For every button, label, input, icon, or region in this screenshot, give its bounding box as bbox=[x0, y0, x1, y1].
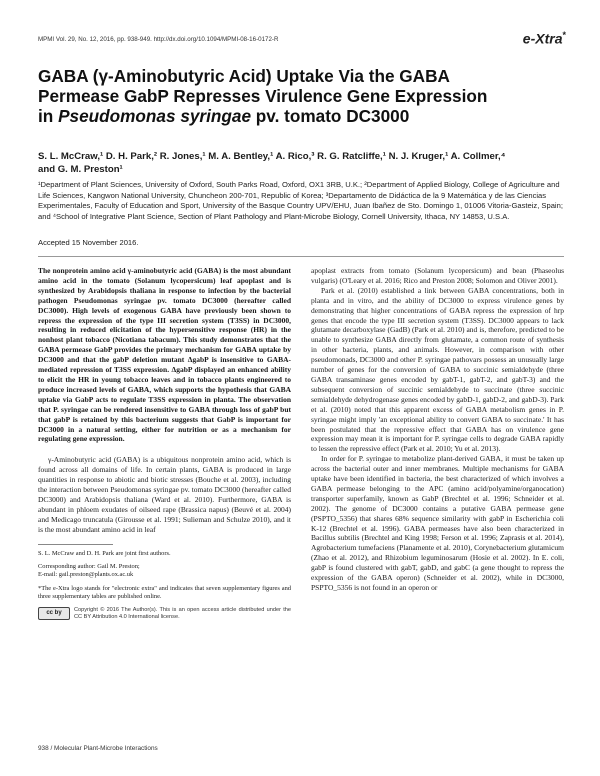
footnote-divider bbox=[38, 544, 113, 545]
body-paragraph-3: In order for P. syringae to metabolize plant-derived GABA, it must be taken up across the bacterial outer and inner membranes. Multiple mechanisms for GABA uptake have been identified in bacteria, the best characterized of which involves a GABA permease belonging to the APC (amino acid/polyamine/organocation) transporter superfamily, known as GabP (Brechtel et al. 1996; Schneider et al. 2002). The genome of DC3000 contains a putative GABA permease gene (PSPTO_5356) that shares 68% sequence similarity with gabP in Escherichia coli K-12 (Brechtel et al. 1996). GABA permeases have also been characterized in Bacillus subtilis (Brechtel and King 1998; Ferson et al. 1996; Zaprasis et al. 2014), Agrobacterium tumefaciens (Planamente et al. 2010), Corynebacterium glutamicum (Zhao et al. 2012), and Rhizobium leguminosarum (Hosie et al. 2002). In E. coli, gabP is found clustered with gabT, gabD, and gabC (a gene thought to repress the expression of the GABA operon) (Schneider et al. 2002), while in DC3000, PSPTO_5356 is not found in an operon or bbox=[311, 454, 564, 592]
body-paragraph-2: Park et al. (2010) established a link between GABA concentrations, both in planta and in vitro, and the ability of DC3000 to express virulence genes by demonstrating that higher concentrations of GABA repress the expression of hrp genes that encode the type III secretion system (T3SS). DC3000 appears to lack glutamate decarboxylase (GadB) (Park et al. 2010) and is, therefore, predicted to be unable to synthesize GABA directly from glutamate, a common route of synthesis in other bacteria, plants, and animals. However, in comparison with other pseudomonads, DC3000 and other P. syringae pathovars possess an unusually large number of genes for the conversion of GABA to succinic semialdehyde (three GABA transaminase genes encoded by gabT-1, gabT-2, and gabT-3) and the subsequent conversion of succinic semialdehyde to succinate (three succinic semialdehyde dehydrogenase genes encoded by gabD-1, gabD-2, and gabD-3). Park et al. (2010) noted that this apparent excess of GABA metabolism genes in P. syringae might imply 'an exceptional ability to convert GABA to succinate.' It has been postulated that the repressive effect that GABA has on virulence gene expression may mean it is important for P. syringae cells to degrade GABA rapidly to lessen the repressive effect (Park et al. 2010; Yu et al. 2013). bbox=[311, 285, 564, 454]
e-xtra-note: *The e-Xtra logo stands for "electronic extra" and indicates that seven supplementary figures and three supplementary tables are published online. bbox=[38, 584, 291, 601]
e-xtra-logo bbox=[523, 30, 566, 47]
header-divider bbox=[38, 256, 564, 257]
author-list bbox=[38, 150, 568, 176]
corresponding-email-link[interactable]: E-mail: gail.preston@plants.ox.ac.uk bbox=[38, 571, 134, 579]
corresponding-author: Corresponding author: Gail M. Preston; bbox=[38, 562, 140, 570]
e-xtra-logo-text: e-Xtra bbox=[522, 30, 563, 47]
title-species: Pseudomonas syringae bbox=[58, 106, 252, 126]
cc-by-license-icon[interactable]: cc by bbox=[38, 607, 70, 620]
article-title bbox=[38, 66, 568, 126]
title-line-3 bbox=[38, 106, 568, 126]
authors-line-1: S. L. McCraw,¹ D. H. Park,² R. Jones,¹ M. A. Bentley,¹ A. Rico,³ R. G. Ratcliffe,¹ N. J. Kruger,¹ A. Collmer,⁴ bbox=[38, 151, 506, 162]
title-line-1: GABA (γ-Aminobutyric Acid) Uptake Via the GABA bbox=[38, 66, 450, 86]
left-column bbox=[38, 266, 291, 621]
e-xtra-asterisk: * bbox=[562, 30, 566, 40]
title-line-3-post: pv. tomato DC3000 bbox=[255, 106, 410, 126]
journal-citation: MPMI Vol. 29, No. 12, 2016, pp. 938-949. http://dx.doi.org/10.1094/MPMI-08-16-0172-R bbox=[38, 36, 279, 43]
license-block bbox=[38, 607, 291, 621]
license-text: Copyright © 2016 The Author(s). This is an open access article distributed under the CC BY Attribution 4.0 International license. bbox=[74, 606, 291, 620]
body-paragraph-1: apoplast extracts from tomato (Solanum lycopersicum) and bean (Phaseolus vulgaris) (O'Leary et al. 2016; Rico and Preston 2008; Solomon and Oliver 2001). bbox=[311, 266, 564, 285]
right-column bbox=[311, 266, 564, 593]
page-footer: 938 / Molecular Plant-Microbe Interactions bbox=[38, 745, 158, 752]
abstract: The nonprotein amino acid γ-aminobutyric acid (GABA) is the most abundant amino acid in the tomato (Solanum lycopersicum) leaf apoplast and is synthesized by Arabidopsis thaliana in response to infection by the bacterial pathogen Pseudomonas syringae pv. tomato DC3000 (hereafter called DC3000). High levels of exogenous GABA have previously been shown to repress the expression of the type III secretion system (T3SS) in DC3000, resulting in reduced elicitation of the hypersensitive response (HR) in the nonhost plant tobacco (Nicotiana tabacum). This study demonstrates that the GABA permease GabP provides the primary mechanism for GABA uptake by DC3000 and that the gabP deletion mutant ΔgabP is insensitive to GABA-mediated repression of T3SS expression. ΔgabP displayed an enhanced ability to elicit the HR in young tobacco leaves and in tobacco plants engineered to produce increased levels of GABA, which supports the hypothesis that GABA uptake via GabP acts to regulate T3SS expression in planta. The observation that P. syringae can be rendered insensitive to GABA through loss of gabP but that gabP is retained by this bacterium suggests that GabP is important for DC3000 in a natural setting, either for nutrition or as a mechanism for regulating gene expression. bbox=[38, 266, 291, 444]
intro-paragraph: γ-Aminobutyric acid (GABA) is a ubiquitous nonprotein amino acid, which is found across all domains of life. In certain plants, GABA is produced in large quantities in response to abiotic and biotic stresses (Bouche et al. 2003), including the interaction between Pseudomonas syringae pv. tomato DC3000 (hereafter called DC3000) and Arabidopsis thaliana (Ward et al. 2010). Furthermore, GABA is abundant in phloem exudates of oilseed rape (Brassica napus) (Beuvé et al. 2004) and Medicago truncatula (Girousse et al. 1991; Sulieman and Schulze 2010), and it is the most abundant amino acid in leaf bbox=[38, 455, 291, 534]
title-line-3-pre: in bbox=[38, 106, 54, 126]
authors-line-2: and G. M. Preston¹ bbox=[38, 164, 123, 175]
accepted-date: Accepted 15 November 2016. bbox=[38, 238, 139, 247]
corresponding-author-note bbox=[38, 563, 291, 580]
affiliations: ¹Department of Plant Sciences, University of Oxford, South Parks Road, Oxford, OX1 3RB, U.K.; ²Department of Applied Biology, College of Agriculture and Life Sciences, Kangwon National University, Chuncheon 200-701, Republic of Korea; ³Departamento de Didáctica de la 9 Matemática y de las Ciencias Experimentales, Faculty of Education and Sport, University of the Basque Country UPV/EHU, Juan Ibañez de Sto. Domingo 1, 01006 Vitoria-Gasteiz, Spain; and ⁴School of Integrative Plant Science, Section of Plant Pathology and Plant-Microbe Biology, Cornell University, Ithaca, NY 14853, U.S.A. bbox=[38, 180, 563, 221]
joint-authors-note: S. L. McCraw and D. H. Park are joint first authors. bbox=[38, 549, 171, 557]
title-line-2: Permease GabP Represses Virulence Gene Expression bbox=[38, 86, 488, 106]
